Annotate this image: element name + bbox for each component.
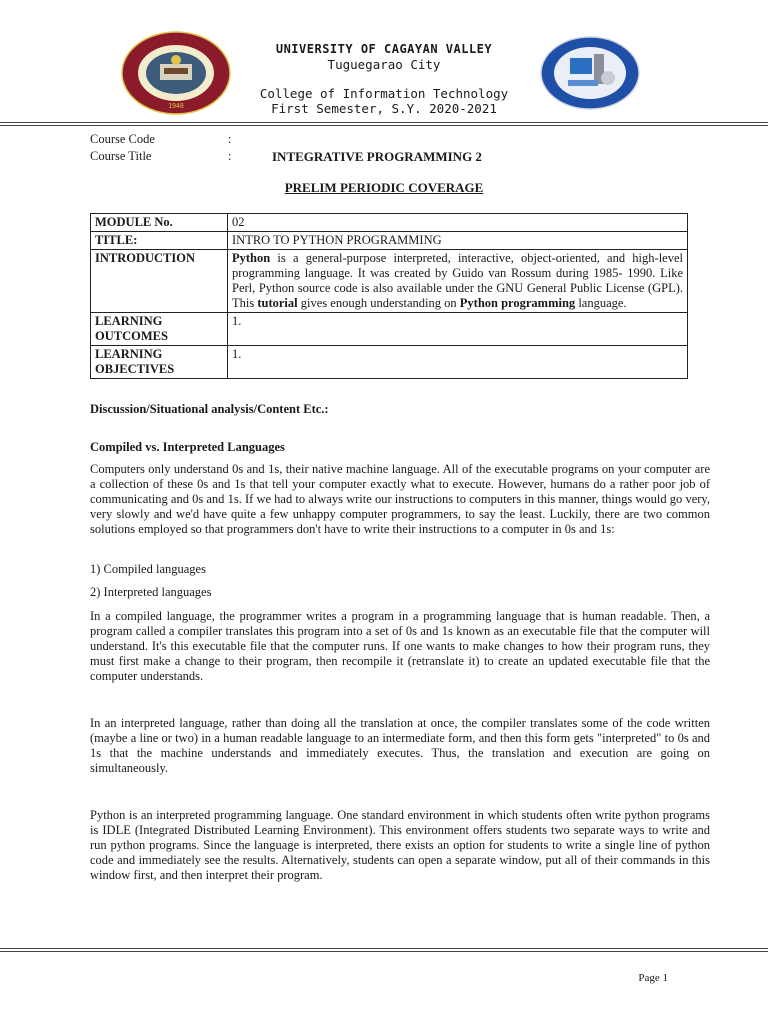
learning-outcomes-label: LEARNING OUTCOMES xyxy=(91,313,228,346)
table-row xyxy=(91,313,688,346)
table-row xyxy=(91,214,688,232)
intro-tutorial: tutorial xyxy=(257,296,298,310)
college-name: College of Information Technology xyxy=(259,86,509,101)
header-divider xyxy=(0,122,768,123)
list-item: 2) Interpreted languages xyxy=(90,585,212,599)
module-label: MODULE No. xyxy=(91,214,228,232)
intro-python-programming: Python programming xyxy=(459,296,576,310)
paragraph-python: Python is an interpreted programming language. One standard environment in which students often write python programs is IDLE (Integrated Distributed Learning Environment). This environment offers students two separate ways to write and run python programs. Since the language is interpreted, there exists an option for students to write a single line of python code and immediately see the results. Alternatively, students can open a separate window, put all of their commands in this window first, and then interpret their program. xyxy=(90,808,710,882)
coverage-title: PRELIM PERIODIC COVERAGE xyxy=(284,180,484,195)
section-heading: Compiled vs. Interpreted Languages xyxy=(90,440,285,454)
header-divider-2 xyxy=(0,125,768,126)
intro-python: Python xyxy=(232,251,271,265)
intro-text-1: is a general-purpose interpreted, interactive, object-oriented, and high-level programming language. It was created by Guido van Rossum during 1985- 1990. Like Perl, Python source code is also available under the GNU General Public License (GPL). This xyxy=(232,251,683,310)
university-name: UNIVERSITY OF CAGAYAN VALLEY xyxy=(275,42,493,56)
introduction-text xyxy=(228,250,688,313)
course-title-label: Course Title xyxy=(90,149,152,163)
footer-divider-2 xyxy=(0,951,768,952)
footer-divider xyxy=(0,948,768,949)
learning-objectives-label: LEARNING OBJECTIVES xyxy=(91,346,228,379)
paragraph-interpreted: In an interpreted language, rather than doing all the translation at once, the compiler translates some of the code written (maybe a line or two) in a human readable language to an intermediate form, and then this form gets "interpreted" to 0s and 1s that the machine understands and immediately executes. Thus, the translation and execution are going on simultaneously. xyxy=(90,716,710,775)
seal-year: 1948 xyxy=(168,103,184,110)
discussion-heading: Discussion/Situational analysis/Content Etc.: xyxy=(90,402,329,416)
paragraph-compiled: In a compiled language, the programmer writes a program in a programming language that is human readable. Then, a program called a compiler translates this program into a set of 0s and 1s known as an executable file that the computer will understand. It's this executable file that the computer runs. If one wants to make changes to how their program runs, they must first make a change to their program, then recompile it (retranslate it) to create an updated executable file that the computer understands. xyxy=(90,609,710,683)
learning-outcomes-value: 1. xyxy=(228,313,688,346)
title-value: INTRO TO PYTHON PROGRAMMING xyxy=(228,232,688,250)
semester-label: First Semester, S.Y. 2020-2021 xyxy=(271,101,497,116)
module-table xyxy=(90,213,688,379)
table-row xyxy=(91,232,688,250)
learning-objectives-value: 1. xyxy=(228,346,688,379)
intro-text-3: language. xyxy=(575,296,627,310)
table-row xyxy=(91,346,688,379)
paragraph-intro: Computers only understand 0s and 1s, their native machine language. All of the executable programs on your computer are a collection of these 0s and 1s that tell your computer exactly what to execute. However, humans do a rather poor job of communicating and 0s and 1s. If we had to always write our instructions to computers in this manner, things would go very, very slowly and we'd have quite a few unhappy computer programmers, to say the least. Luckily, there are two common solutions employed so that programmers don't have to write their instructions to a computer in 0s and 1s: xyxy=(90,462,710,536)
university-city: Tuguegarao City xyxy=(327,57,441,72)
table-row xyxy=(91,250,688,313)
title-label: TITLE: xyxy=(91,232,228,250)
page-number: Page 1 xyxy=(638,972,668,984)
course-code-colon: : xyxy=(228,132,232,146)
intro-text-2: gives enough understanding on xyxy=(297,296,460,310)
introduction-label: INTRODUCTION xyxy=(91,250,228,313)
course-title-colon: : xyxy=(228,149,232,163)
module-value: 02 xyxy=(228,214,688,232)
list-item: 1) Compiled languages xyxy=(90,562,206,576)
course-title-value: INTEGRATIVE PROGRAMMING 2 xyxy=(272,149,482,164)
course-code-label: Course Code xyxy=(90,132,155,146)
